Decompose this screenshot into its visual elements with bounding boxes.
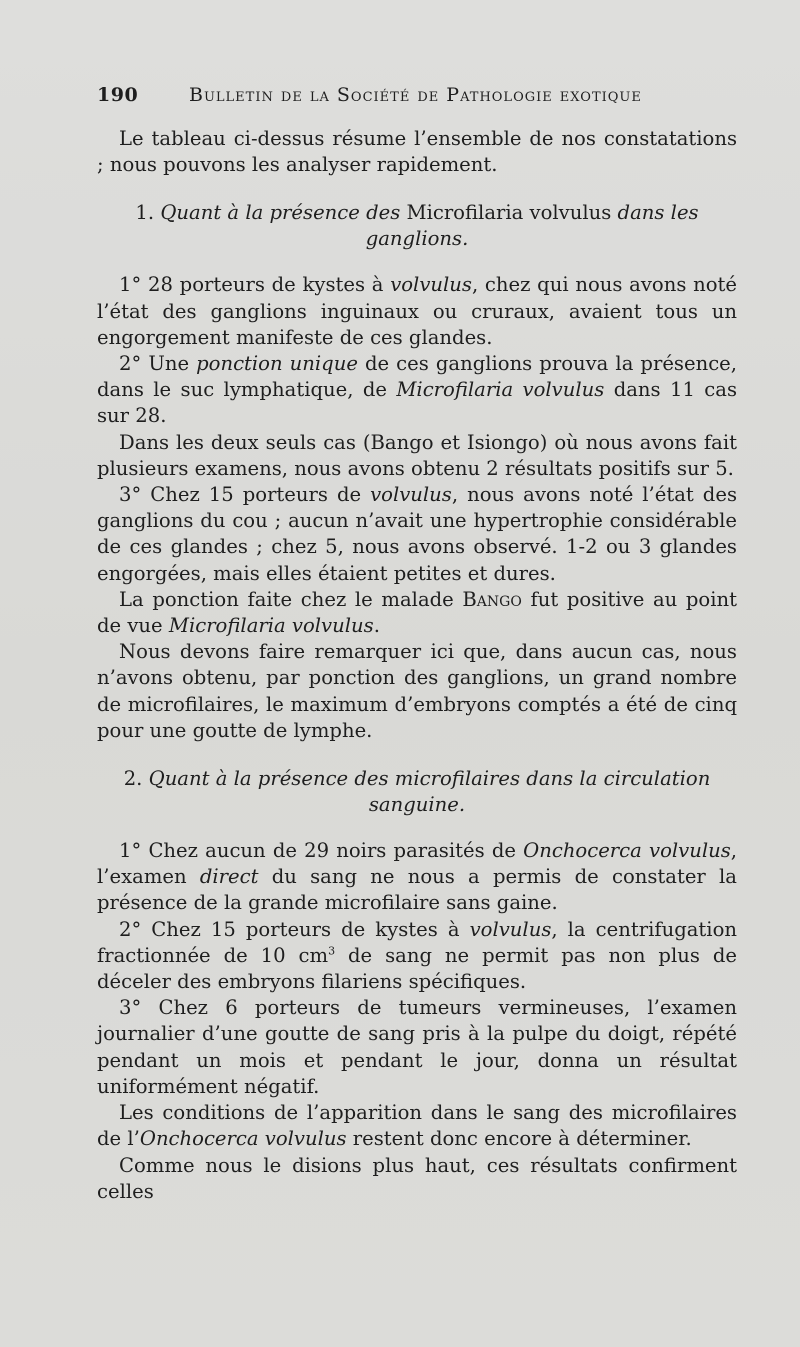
text-run: 3° Chez 15 porteurs de (119, 483, 371, 507)
text-run: . (373, 614, 380, 638)
text-run: , la centrifugation fractionnée de 10 cm (97, 917, 737, 967)
paragraph-5 (97, 587, 737, 639)
section-2-title: Quant à la présence des microfilaires dans la circulation sanguine. (148, 767, 711, 817)
journal-title: Bulletin de la Société de Pathologie exotique (189, 84, 642, 106)
paragraph-7 (97, 838, 737, 917)
italic-term: Onchocerca volvulus (139, 1127, 347, 1151)
text-run: La ponction faite chez le malade (119, 587, 463, 611)
italic-term: ponction unique (196, 352, 358, 376)
intro-paragraph: Le tableau ci-dessus résume l’ensemble de nos constatations ; nous pouvons les analyser rapidement. (97, 127, 737, 177)
text-run: du sang ne nous a permis de constater la présence de la grande microfilaire sans gaine. (97, 865, 737, 915)
paragraph-1 (97, 272, 737, 351)
section-1-title-a: Quant à la présence des (160, 201, 401, 225)
paragraph-4 (97, 482, 737, 587)
text-run: restent donc encore à déterminer. (346, 1127, 692, 1151)
paragraph-9: 3° Chez 6 porteurs de tumeurs vermineuses, l’examen journalier d’une goutte de sang pris à la pulpe du doigt, répété pendant un mois et pendant le jour, donna un résultat uniformément négatif. (97, 996, 737, 1098)
text-run: , l’examen (97, 839, 737, 889)
italic-term: direct (199, 865, 259, 889)
italic-term: Microfilaria volvulus (396, 378, 605, 402)
text-run: 1° 28 porteurs de kystes à (119, 273, 391, 297)
superscript: 3 (328, 944, 336, 958)
text-run: 2° Une (119, 352, 197, 376)
italic-term: Microfilaria volvulus (168, 614, 374, 638)
section-2-heading (97, 766, 737, 818)
article-body (97, 126, 737, 1205)
section-1-heading (97, 200, 737, 252)
italic-term: volvulus (390, 273, 472, 297)
text-run: , chez qui nous avons noté l’état des ganglions inguinaux ou cruraux, avaient tous un engorgement manifeste de ces glandes. (97, 273, 738, 349)
paragraph-10 (97, 1100, 737, 1152)
text-run: de ces ganglions prouva la présence, dans le suc lymphatique, de (97, 352, 737, 402)
section-1-number: 1. (135, 201, 155, 225)
paragraph-8 (97, 917, 737, 996)
text-run: fut positive au point de vue (97, 587, 737, 638)
text-run: 1° Chez aucun de 29 noirs parasités de (119, 839, 524, 863)
italic-term: volvulus (469, 917, 552, 941)
text-run: 2° Chez 15 porteurs de kystes à (119, 917, 470, 941)
paragraph-2 (97, 351, 737, 430)
section-1-title-species: Microfilaria volvulus (406, 201, 612, 225)
text-run: dans 11 cas sur 28. (97, 378, 738, 428)
paragraph-6: Nous devons faire remarquer ici que, dans aucun cas, nous n’avons obtenu, par ponction des ganglions, un grand nombre de microfilaires, le maximum d’embryons comptés a été de cinq pour une goutte de lymphe. (97, 640, 737, 742)
text-run: de sang ne permit pas non plus de déceler des embryons filariens spécifiques. (97, 943, 737, 994)
section-2-number: 2. (123, 767, 143, 791)
section-1-title-b: dans les ganglions. (365, 201, 699, 251)
paragraph-3: Dans les deux seuls cas (Bango et Isiongo) où nous avons fait plusieurs examens, nous avons obtenu 2 résultats positifs sur 5. (97, 430, 737, 480)
text-run: Les conditions de l’apparition dans le sang des microfilaires de l’ (97, 1101, 737, 1151)
text-run: , nous avons noté l’état des ganglions du cou ; aucun n’avait une hypertrophie considérable de ces glandes ; chez 5, nous avons observé. 1-2 ou 3 glandes engorgées, mais elles étaient petites et dures. (97, 483, 737, 585)
italic-term: volvulus (370, 483, 452, 507)
paragraph-11: Comme nous le disions plus haut, ces résultats confirment celles (97, 1153, 737, 1203)
page-number: 190 (97, 84, 139, 106)
patient-name: Bango (462, 587, 522, 611)
italic-term: Onchocerca volvulus (523, 839, 731, 863)
